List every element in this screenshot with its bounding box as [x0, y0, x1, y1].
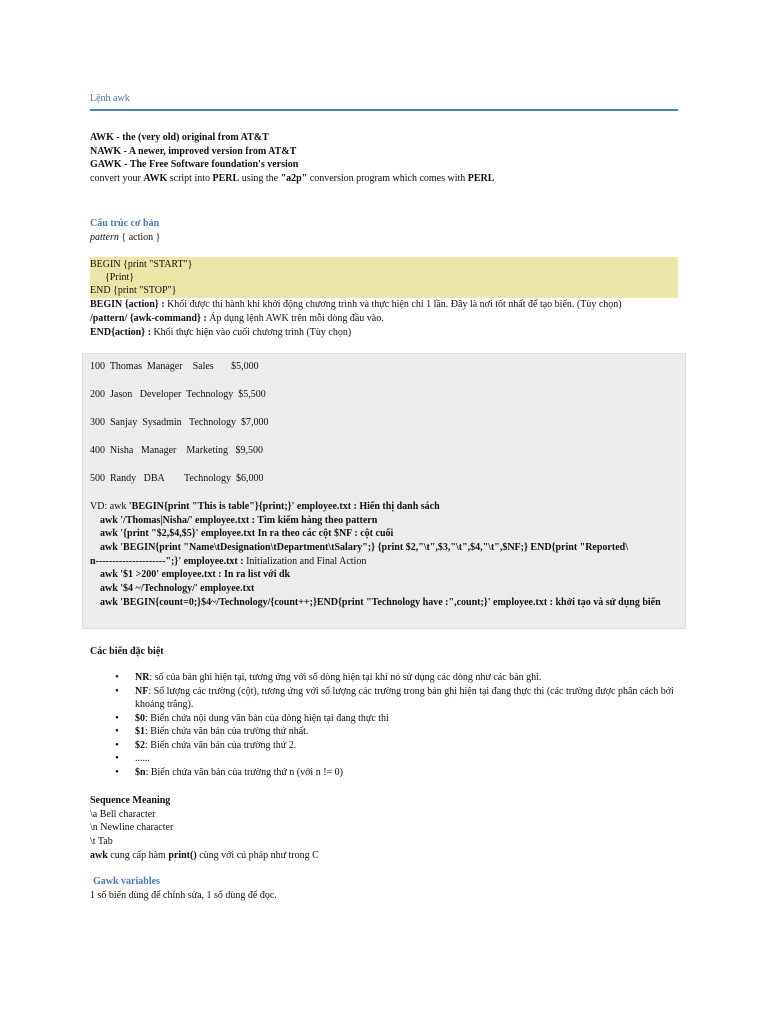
- bullet-icon: •: [115, 752, 119, 764]
- gawk-description: 1 số biến dùng để chỉnh sửa, 1 số dùng để đọc.: [90, 890, 277, 901]
- table-row: 100 Thomas Manager Sales $5,000: [90, 361, 259, 372]
- convert-text-1: convert your: [90, 173, 144, 184]
- convert-text-3: using the: [239, 173, 281, 184]
- example-1-prefix: VD: awk: [90, 501, 129, 512]
- pattern-syntax: [90, 231, 160, 245]
- desc-begin-label: BEGIN {action} :: [90, 299, 165, 310]
- example-1-command: 'BEGIN{print "This is table"}{print;}' employee.txt : Hiển thị danh sách: [128, 501, 440, 512]
- var-desc: ......: [135, 753, 150, 764]
- desc-end-label: END{action} :: [90, 327, 151, 338]
- code-line-begin: BEGIN {print "START"}: [90, 259, 193, 270]
- example-line-8: awk 'BEGIN{count=0;}$4~/Technology/{count++;}END{print "Technology have :",count;}' employee.txt : khởi tạo và sử dụng biến: [100, 597, 661, 608]
- example-5-note: Initialization and Final Action: [243, 556, 367, 567]
- convert-awk: AWK: [143, 173, 168, 184]
- convert-text-2: script into: [167, 173, 213, 184]
- sequence-heading: Sequence Meaning: [90, 795, 171, 806]
- example-line-5: [90, 555, 366, 569]
- var-desc: : số của bản ghi hiện tại, tương ứng với số dòng hiện tại khi nó sử dụng các dòng như các bản ghi.: [149, 672, 542, 683]
- example-line-3: awk '{print "$2,$4,$5}' employee.txt In ra theo các cột $NF : cột cuối: [100, 528, 394, 539]
- example-line-1: [90, 500, 440, 514]
- bullet-icon: •: [115, 738, 119, 751]
- print-note-awk: awk: [90, 850, 108, 861]
- example-5-command: n---------------------";}' employee.txt :: [90, 556, 244, 567]
- list-item: [90, 685, 690, 712]
- table-row: 500 Randy DBA Technology $6,000: [90, 473, 264, 484]
- gawk-heading: Gawk variables: [93, 876, 160, 887]
- example-line-4: awk 'BEGIN{print "Name\tDesignation\tDepartment\tSalary";} {print $2,"\t",$3,"\t",$4,"\t",$NF;} END{print "Reported\: [100, 542, 628, 553]
- var-desc: : Biến chứa nội dung văn bản của dòng hiện tại đang thực thi: [145, 712, 389, 724]
- list-item: [90, 725, 690, 739]
- print-note-text-2: cùng với cú pháp như trong C: [196, 850, 319, 861]
- code-line-print: {Print}: [90, 272, 135, 283]
- desc-pattern-text: Áp dụng lệnh AWK trên mỗi dòng đầu vào.: [206, 313, 384, 324]
- print-note: [90, 849, 319, 863]
- convert-perl-2: PERL: [467, 173, 495, 184]
- var-name: $2: [135, 739, 145, 751]
- desc-end: [90, 326, 351, 340]
- list-item: [90, 712, 690, 726]
- convert-text-4: conversion program which comes with: [307, 173, 468, 184]
- list-item: [90, 766, 690, 780]
- sequence-bell: \a Bell character: [90, 809, 156, 820]
- desc-end-text: Khối thực hiện vào cuối chương trình (Tùy chọn): [150, 327, 352, 338]
- var-desc: : Số lượng các trường (cột), tương ứng với số lượng các trường trong bản ghi hiện tại đang thực thi (các trường được phân cách bởi khoảng trắng).: [135, 685, 674, 710]
- intro-line-gawk: GAWK - The Free Software foundation's version: [90, 159, 299, 170]
- table-row: 400 Nisha Manager Marketing $9,500: [90, 445, 264, 456]
- structure-heading: Cấu trúc cơ bản: [90, 218, 160, 229]
- intro-line-nawk: NAWK - A newer, improved version from AT&T: [90, 146, 297, 157]
- sequence-newline: \n Newline character: [90, 822, 174, 833]
- bullet-icon: •: [115, 711, 119, 724]
- code-line-end: END {print "STOP"}: [90, 285, 177, 296]
- convert-perl: PERL: [212, 173, 240, 184]
- desc-pattern-label: /pattern/ {awk-command} :: [90, 313, 207, 324]
- list-item: [90, 739, 690, 753]
- var-name: $0: [135, 712, 145, 724]
- list-item: [90, 752, 690, 766]
- pattern-word: pattern: [90, 232, 119, 243]
- title-underline: [90, 109, 678, 111]
- table-row: 200 Jason Developer Technology $5,500: [90, 389, 266, 400]
- bullet-icon: •: [115, 765, 119, 778]
- bullet-icon: •: [115, 671, 119, 683]
- example-line-2: awk '/Thomas|Nisha/' employee.txt : Tìm kiếm hàng theo pattern: [100, 515, 378, 526]
- desc-begin: [90, 298, 622, 312]
- special-variable-list: [90, 671, 690, 779]
- var-name: NF: [135, 685, 149, 697]
- sequence-tab: \t Tab: [90, 836, 113, 847]
- example-line-7: awk '$4 ~/Technology/' employee.txt: [100, 583, 255, 594]
- var-name: NR: [135, 672, 150, 683]
- intro-line-awk: AWK - the (very old) original from AT&T: [90, 132, 269, 143]
- print-note-func: print(): [168, 850, 197, 861]
- pattern-action: { action }: [118, 232, 161, 243]
- intro-line-convert: [90, 172, 494, 186]
- var-desc: : Biến chứa văn bản của trường thứ n (với n != 0): [145, 766, 343, 778]
- bullet-icon: •: [115, 684, 119, 697]
- table-row: 300 Sanjay Sysadmin Technology $7,000: [90, 417, 269, 428]
- convert-a2p: "a2p": [280, 173, 308, 184]
- page-title: Lệnh awk: [90, 93, 130, 104]
- print-note-text-1: cung cấp hàm: [107, 850, 169, 861]
- var-desc: : Biến chứa văn bản của trường thứ nhất.: [145, 726, 309, 737]
- list-item: [90, 671, 690, 685]
- desc-pattern: [90, 312, 384, 326]
- special-heading: Các biến đặc biệt: [90, 646, 164, 657]
- var-name: $1: [135, 726, 145, 737]
- var-name: $n: [135, 766, 146, 778]
- bullet-icon: •: [115, 725, 119, 737]
- example-line-6: awk '$1 >200' employee.txt : In ra list với dk: [100, 569, 291, 580]
- desc-begin-text: Khối được thi hành khi khởi động chương trình và thực hiện chỉ 1 lần. Đây là nơi tốt nhất để tạo biến. (Tùy chọn): [164, 299, 622, 310]
- var-desc: : Biến chứa văn bản của trường thứ 2.: [145, 739, 297, 751]
